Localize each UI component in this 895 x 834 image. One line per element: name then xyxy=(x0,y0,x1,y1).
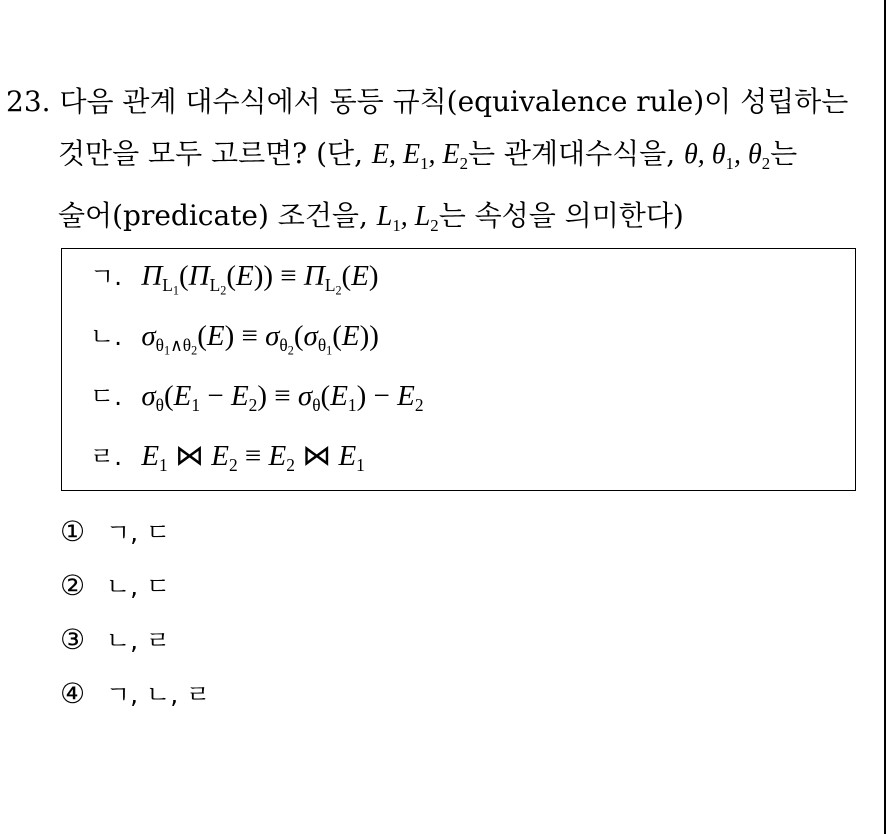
statement-formula: $E_1$ ⋈ $E_2 \equiv E_2$ ⋈ $E_1$ xyxy=(141,440,365,476)
answer-choice[interactable] xyxy=(60,672,210,726)
statement-item xyxy=(90,377,424,416)
statement-label: ㄴ. xyxy=(90,322,123,351)
statement-item xyxy=(90,317,379,359)
statement-formula: $\Pi_{L_1}(\Pi_{L_2}(E)) \equiv \Pi_{L_2}(E)$ xyxy=(141,260,379,298)
question-text-2b: 는 관계대수식을, xyxy=(467,137,685,170)
choice-number: ④ xyxy=(60,677,86,710)
math-theta-list: θ, $\theta_1$, $\theta_2$ xyxy=(684,139,771,173)
question-text-3a: 술어(predicate) 조건을, xyxy=(58,198,377,232)
choice-text: ㄴ, ㄹ xyxy=(106,626,171,655)
statement-box xyxy=(61,248,856,491)
answer-choices xyxy=(60,510,210,726)
statement-label: ㄹ. xyxy=(90,442,123,471)
question-text-2c: 는 xyxy=(770,137,798,170)
question-line-2 xyxy=(6,128,882,190)
choice-number: ① xyxy=(60,515,86,548)
statement-item xyxy=(90,257,379,299)
choice-number: ② xyxy=(60,569,86,602)
question-text-2a: 것만을 모두 고르면? (단, xyxy=(58,137,372,170)
statement-label: ㄷ. xyxy=(90,382,123,411)
choice-text: ㄱ, ㄷ xyxy=(106,518,171,547)
math-e-list: E, $E_1$, $E_2$ xyxy=(371,139,468,173)
answer-choice[interactable] xyxy=(60,510,210,564)
statement-item xyxy=(90,437,365,476)
question-text-1: 다음 관계 대수식에서 동등 규칙(equivalence rule)이 성립하는 xyxy=(59,85,849,118)
choice-text: ㄱ, ㄴ, ㄹ xyxy=(106,680,211,709)
question-stem xyxy=(6,76,882,252)
question-text-3b: 는 속성을 의미한다) xyxy=(438,198,684,232)
question-line-1 xyxy=(6,76,882,128)
answer-choice[interactable] xyxy=(60,618,210,672)
choice-number: ③ xyxy=(60,623,86,656)
math-l-list: $L_1$, $L_2$ xyxy=(376,200,439,235)
statement-formula: $\sigma_{\theta_1\wedge\theta_2}(E) \equiv \sigma_{\theta_2}(\sigma_{\theta_1}(E))$ xyxy=(141,320,379,358)
question-number: 23. xyxy=(6,85,51,118)
statement-label: ㄱ. xyxy=(90,262,123,291)
answer-choice[interactable] xyxy=(60,564,210,618)
question-line-3 xyxy=(6,190,882,252)
page-right-border xyxy=(884,0,886,834)
statement-formula: $\sigma_\theta(E_1 - E_2) \equiv \sigma_\theta(E_1) - E_2$ xyxy=(141,380,424,416)
choice-text: ㄴ, ㄷ xyxy=(106,572,171,601)
